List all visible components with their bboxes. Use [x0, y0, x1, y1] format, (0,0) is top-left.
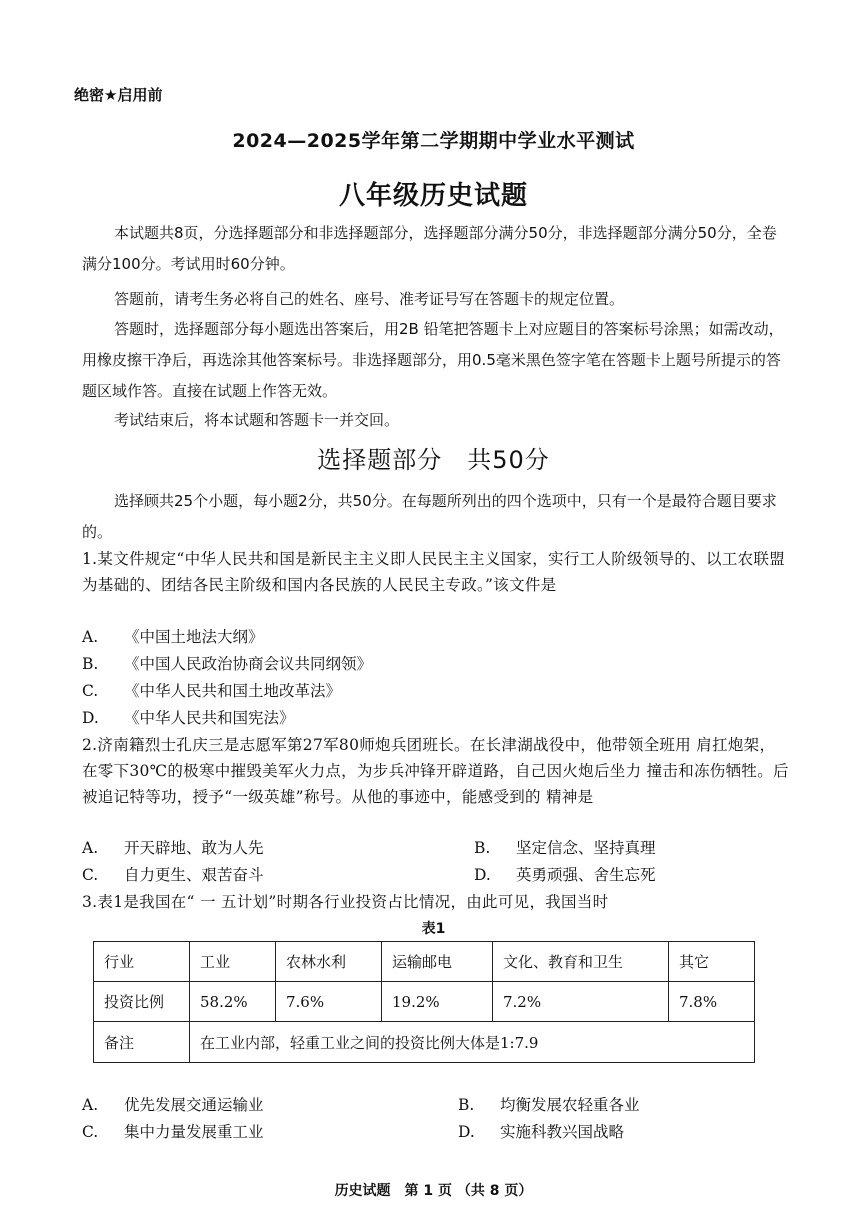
confidential-mark: 绝密★启用前 — [74, 86, 163, 104]
table-cell: 7.8% — [669, 982, 755, 1022]
table-row — [94, 982, 755, 1022]
option-text: 《中华人民共和国土地改革法》 — [124, 682, 342, 700]
table-header-cell: 运输邮电 — [382, 942, 493, 982]
option-letter: D. — [82, 709, 99, 727]
option-letter: A. — [82, 1096, 99, 1114]
option-letter: C. — [82, 866, 99, 884]
answer-option — [474, 835, 656, 861]
answer-option — [458, 1092, 640, 1118]
option-letter: B. — [474, 839, 491, 857]
option-letter: C. — [82, 1123, 99, 1141]
question-stem: 1.某文件规定“中华人民共和国是新民主主义即人民民主主义国家，实行工人阶级领导的、以工农联盟为基础的、团结各民主阶级和国内各民族的人民民主专政。”该文件是 — [82, 550, 786, 594]
option-text: 坚定信念、坚持真理 — [516, 839, 656, 857]
answer-option — [82, 678, 341, 704]
question-stem: 2.济南籍烈士孔庆三是志愿军第27军80师炮兵团班长。在长津湖战役中，他带领全班用 肩扛炮架，在零下30℃的极寒中摧毁美军火力点，为步兵冲锋开辟道路，自己因火炮后坐力 撞击和冻伤牺牲。后被追记特等功，授予“一级英雄”称号。从他的事迹中，能感受到的 精神是 — [82, 736, 789, 806]
option-text: 优先发展交通运输业 — [124, 1096, 264, 1114]
section-note: 选择顾共25个小题，每小题2分，共50分。在每题所列出的四个选项中，只有一个是最符合题目要求的。 — [82, 492, 777, 541]
option-letter: A. — [82, 839, 99, 857]
table-header-cell: 文化、教育和卫生 — [493, 942, 669, 982]
option-text: 自力更生、艰苦奋斗 — [124, 866, 264, 884]
table-note: 在工业内部，轻重工业之间的投资比例大体是1:7.9 — [190, 1022, 755, 1063]
subject-title: 八年级历史试题 — [338, 181, 528, 211]
table-cell: 7.6% — [276, 982, 382, 1022]
answer-option — [82, 705, 295, 731]
instruction-paragraph: 本试题共8页，分选择题部分和非选择题部分，选择题部分满分50分，非选择题部分满分50分，全卷满分100分。考试用时60分钟。 — [82, 224, 777, 273]
section-title: 选择题部分 共50分 — [317, 446, 550, 474]
instruction-paragraph: 考试结束后，将本试题和答题卡一并交回。 — [114, 411, 400, 429]
answer-option — [82, 1092, 264, 1118]
table-cell: 58.2% — [190, 982, 276, 1022]
table-header-cell: 其它 — [669, 942, 755, 982]
table-header-cell: 农林水利 — [276, 942, 382, 982]
table-caption: 表1 — [421, 921, 446, 937]
answer-option — [82, 862, 264, 888]
option-text: 集中力量发展重工业 — [124, 1123, 264, 1141]
option-text: 均衡发展农轻重各业 — [500, 1096, 640, 1114]
investment-table — [93, 941, 755, 1063]
answer-option — [82, 1119, 264, 1145]
table-note-label: 备注 — [94, 1022, 190, 1063]
page-footer: 历史试题 第 1 页 （共 8 页） — [334, 1183, 533, 1199]
option-letter: D. — [474, 866, 491, 884]
answer-option — [82, 624, 264, 650]
option-letter: C. — [82, 682, 99, 700]
option-letter: B. — [82, 655, 99, 673]
instruction-paragraph: 答题前，请考生务必将自己的姓名、座号、准考证号写在答题卡的规定位置。 — [114, 290, 625, 308]
option-text: 开天辟地、敢为人先 — [124, 839, 264, 857]
table-row-label: 投资比例 — [94, 982, 190, 1022]
table-cell: 19.2% — [382, 982, 493, 1022]
table-cell: 7.2% — [493, 982, 669, 1022]
option-text: 《中华人民共和国宪法》 — [124, 709, 295, 727]
answer-option — [474, 862, 656, 888]
option-letter: B. — [458, 1096, 475, 1114]
answer-option — [82, 835, 264, 861]
option-letter: D. — [458, 1123, 475, 1141]
exam-title: 2024—2025学年第二学期期中学业水平测试 — [232, 130, 635, 152]
table-header-cell: 行业 — [94, 942, 190, 982]
answer-option — [458, 1119, 624, 1145]
instruction-paragraph: 答题时，选择题部分每小题选出答案后，用2B 铅笔把答题卡上对应题目的答案标号涂黑；如需改动，用橡皮擦干净后，再选涂其他答案标号。非选择题部分，用0.5毫米黑色签字笔在答题卡上题号所提示的答题区域作答。直接在试题上作答无效。 — [82, 320, 784, 400]
table-note-row — [94, 1022, 755, 1063]
option-text: 实施科教兴国战略 — [500, 1123, 625, 1141]
option-letter: A. — [82, 628, 99, 646]
table-header-row — [94, 942, 755, 982]
option-text: 《中国土地法大纲》 — [124, 628, 264, 646]
answer-option — [82, 651, 372, 677]
table-header-cell: 工业 — [190, 942, 276, 982]
option-text: 《中国人民政治协商会议共同纲领》 — [124, 655, 373, 673]
option-text: 英勇顽强、舍生忘死 — [516, 866, 656, 884]
question-stem: 3.表1是我国在“ 一 五计划”时期各行业投资占比情况，由此可见，我国当时 — [82, 893, 609, 911]
